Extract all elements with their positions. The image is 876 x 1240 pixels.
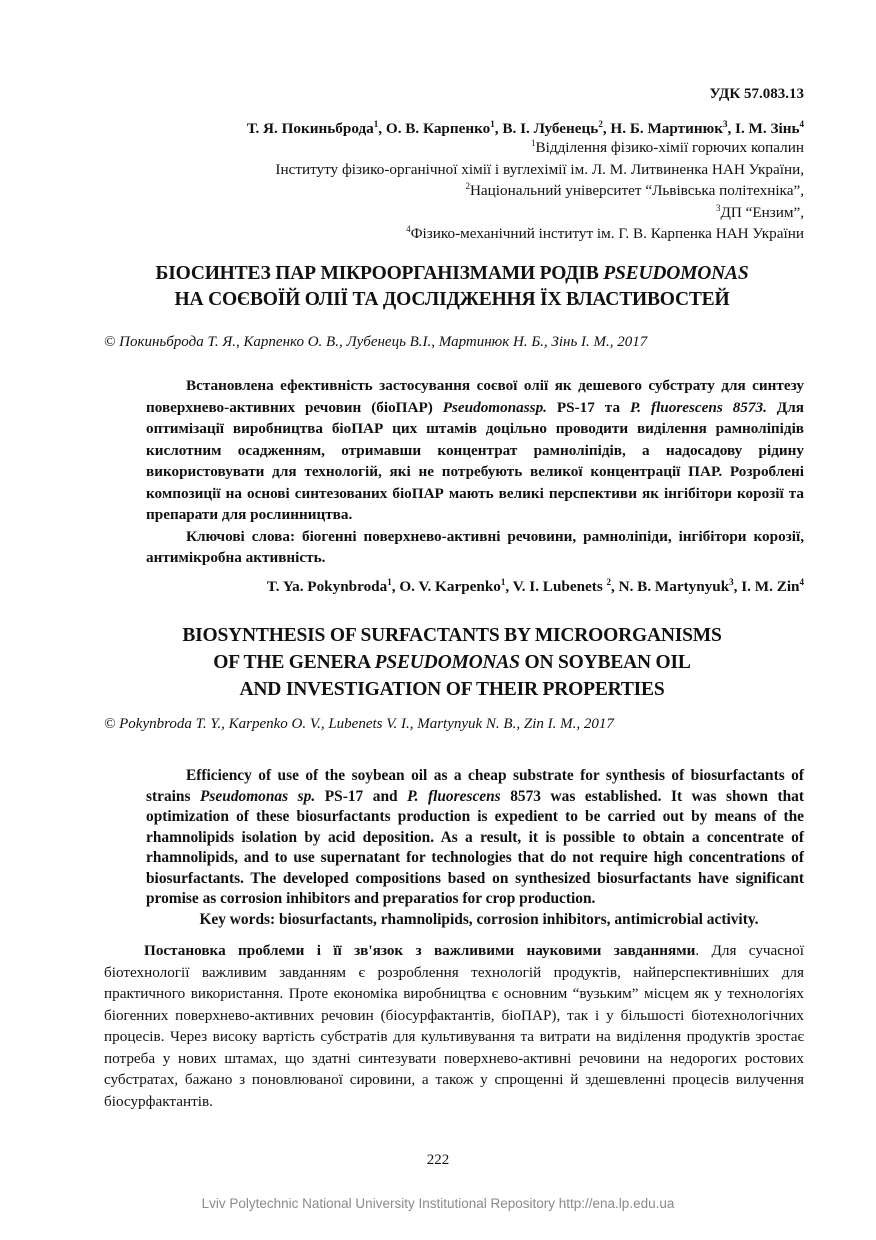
body-paragraph-text	[104, 940, 804, 1112]
copyright-ukrainian: © Покиньброда Т. Я., Карпенко О. В., Лубенець В.І., Мартинюк Н. Б., Зінь І. М., 2017	[104, 334, 648, 350]
genus-name: PSEUDOMONAS	[374, 652, 520, 673]
title-line: НА СОЄВОЇЙ ОЛІЇ ТА ДОСЛІДЖЕННЯ ЇХ ВЛАСТИВОСТЕЙ	[174, 289, 730, 310]
author-name: T. Ya. Pokynbroda	[266, 578, 388, 595]
author-name: І. М. Зінь	[735, 120, 800, 137]
author-name: V. I. Lubenets	[512, 578, 607, 595]
abstract-text: PS-17 та	[546, 398, 630, 416]
author-name: N. B. Martynyuk	[618, 578, 730, 595]
author-name: В. І. Лубенець	[502, 120, 599, 137]
paragraph-text: . Для сучасної біотехнології важливим завданням є розроблення технологій продуктів, найперспективніших для практичного використання. Проте економіка виробництва є основним “вузьким” місцем як у технологіях біогенних поверхнево-активних речовин (біосурфактантів, біоПАР), так і у більшості біотехнологічних процесів. Через високу вартість субстратів для культивування та витрати на виділення продуктів зростає потреба у нових штамах, що здатні синтезувати поверхнево-активні речовини на недорогих ростових субстратах, бажано з поновлюваної сировини, а також у спрощенні й здешевленні процесів вилучення біосурфактантів.	[104, 942, 804, 1110]
affiliation-mark: 1	[500, 576, 506, 587]
affiliation-text: Фізико-механічний інститут ім. Г. В. Карпенка НАН України	[410, 225, 804, 242]
species-name: Pseudomonas sp.	[200, 787, 316, 805]
abstract-english	[146, 766, 804, 930]
author-name: Т. Я. Покиньброда	[246, 120, 374, 137]
affiliations	[275, 137, 804, 245]
affiliation-mark: 1	[490, 118, 495, 129]
affiliation-mark: 3	[729, 576, 734, 587]
affiliation-mark: 4	[799, 576, 804, 587]
abstract-text: Для оптимізації виробництва біоПАР цих штамів доцільно проводити виділення рамноліпідів кислотним осадженням, отримавши концентрат рамноліпідів, а надосадову рідину використовувати для технологій, які не потребують великої концентрації ПАР. Розроблені композиції на основі синтезованих біоПАР мають великі перспективи як інгібітори корозії та препарати для рослинництва.	[146, 398, 804, 523]
abstract-text: 8573 was established. It was shown that optimization of these biosurfactants production is expedient to be carried out by means of the rhamnolipids isolation by acid deposition. As a result, it is possible to obtain a concentrate of rhamnolipids, and to use supernatant for technologies that do not require high concentrations of biosurfactants. The developed compositions based on synthesized biosurfactants have significant promise as corrosion inhibitors and preparatios for crop production.	[146, 787, 804, 907]
title-text: OF THE GENERA	[213, 652, 375, 673]
affiliation-mark: 1	[387, 576, 392, 587]
affiliation-text: Відділення фізико-хімії горючих копалин	[535, 139, 804, 156]
affiliation-line	[275, 223, 804, 245]
author-name: I. M. Zin	[741, 578, 800, 595]
author-name: О. В. Карпенко	[385, 120, 491, 137]
authors-english: T. Ya. Pokynbroda$^1$, O. V. Karpenko$^1$, V. I. Lubenets $^2$, N. B. Martynyuk$^3$, I. M. Zin$^4$	[266, 576, 804, 595]
affiliation-text: Національний університет “Львівська політехніка”,	[469, 182, 804, 199]
abstract-text: Встановлена ефективність застосування соєвої олії як дешевого субстрату для синтезу поверхнево-активних речовин (біоПАР)	[146, 377, 804, 416]
body-paragraph	[104, 940, 804, 1112]
affiliation-mark: 2	[465, 180, 470, 191]
species-name: P. fluorescens 8573.	[629, 398, 767, 416]
affiliation-mark: 2	[606, 576, 612, 587]
abstract-paragraph	[146, 375, 804, 526]
title-line: BIOSYNTHESIS OF SURFACTANTS BY MICROORGANISMS	[182, 625, 722, 646]
affiliation-text: ДП “Ензим”,	[720, 203, 804, 221]
title-line	[100, 261, 804, 287]
affiliation-mark: 3	[715, 202, 721, 213]
repository-footer: Lviv Polytechnic National University Institutional Repository http://ena.lp.edu.ua	[201, 1196, 675, 1211]
page-number: 222	[426, 1152, 450, 1168]
keywords-ukrainian: Ключові слова: біогенні поверхнево-активні речовини, рамноліпіди, інгібітори корозії, антимікробна активність.	[146, 527, 804, 566]
abstract-ukrainian	[146, 375, 804, 569]
affiliation-mark: 4	[406, 223, 411, 234]
copyright-english: © Pokynbroda T. Y., Karpenko O. V., Lubenets V. I., Martynyuk N. B., Zin I. M., 2017	[104, 716, 614, 732]
affiliation-mark: 3	[722, 118, 728, 129]
affiliation-mark: 2	[598, 118, 603, 129]
title-ukrainian	[100, 261, 804, 313]
affiliation-mark: 4	[799, 118, 804, 129]
abstract-paragraph	[146, 766, 804, 910]
author-name: Н. Б. Мартинюк	[610, 120, 723, 137]
authors-ukrainian: Т. Я. Покиньброда$^1$, О. В. Карпенко$^1$, В. І. Лубенець$^2$, Н. Б. Мартинюк$^3$, І. М. Зінь$^4$	[246, 118, 804, 137]
affiliation-line	[275, 137, 804, 159]
title-line: AND INVESTIGATION OF THEIR PROPERTIES	[239, 679, 665, 700]
abstract-text: Efficiency of use of the soybean oil as a cheap substrate for synthesis of biosurfactants of strains	[146, 767, 804, 805]
species-name: Pseudomonassp.	[442, 398, 547, 416]
title-text: ON SOYBEAN OIL	[519, 652, 691, 673]
keywords-english: Key words: biosurfactants, rhamnolipids, corrosion inhibitors, antimicrobial activity.	[199, 910, 759, 928]
title-english	[100, 622, 804, 703]
affiliation-line	[275, 202, 804, 224]
title-text: БІОСИНТЕЗ ПАР МІКРООРГАНІЗМАМИ РОДІВ	[155, 263, 604, 284]
affiliation-line	[275, 159, 804, 181]
author-name: O. V. Karpenko	[399, 578, 501, 595]
species-name: P. fluorescens	[407, 787, 501, 805]
title-line	[100, 649, 804, 676]
affiliation-line	[275, 180, 804, 202]
udk-code: УДК 57.083.13	[709, 86, 804, 102]
abstract-text: PS-17 and	[315, 787, 408, 805]
genus-name: PSEUDOMONAS	[603, 263, 749, 284]
affiliation-mark: 1	[373, 118, 379, 129]
affiliation-mark: 1	[531, 137, 536, 148]
affiliation-text: Інституту фізико-органічної хімії і вуглехімії ім. Л. М. Литвиненка НАН України,	[275, 160, 804, 178]
section-heading: Постановка проблеми і її зв'язок з важливими науковими завданнями	[144, 942, 696, 959]
